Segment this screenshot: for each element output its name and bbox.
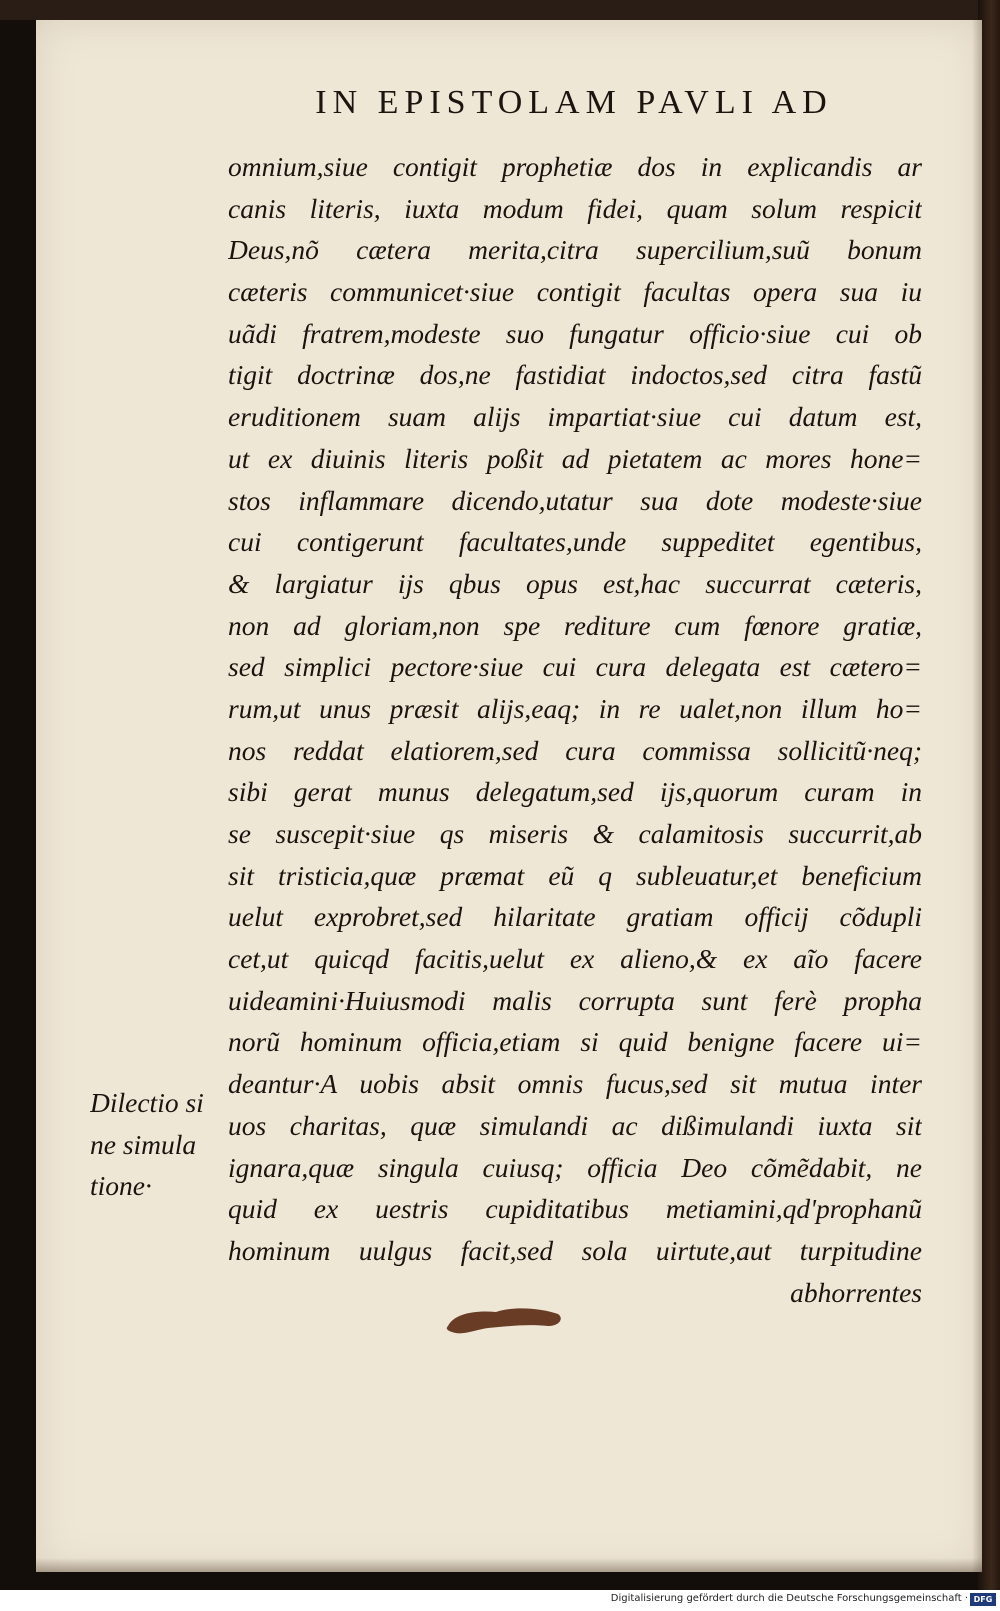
text-line: deantur·A uobis absit omnis fucus,sed sit mutua inter xyxy=(228,1068,922,1100)
text-line: ignara,quæ singula cuiusq; officia Deo cõmẽdabit, ne xyxy=(228,1151,922,1183)
text-line: & largiatur ijs qbus opus est,hac succurrat cæteris, xyxy=(228,567,922,599)
ink-stain xyxy=(444,1302,564,1336)
text-line: canis literis, iuxta modum fidei, quam solum respicit xyxy=(228,192,922,224)
text-line: uideamini·Huiusmodi malis corrupta sunt ferè propha xyxy=(228,984,922,1016)
margin-note-line: ne simula xyxy=(90,1128,197,1160)
running-head: IN EPISTOLAM PAVLI AD xyxy=(315,84,833,121)
book-page xyxy=(36,20,982,1572)
text-line: nos reddat elatiorem,sed cura commissa sollicitũ·neq; xyxy=(228,734,922,766)
text-line: sed simplici pectore·siue cui cura delegata est cætero= xyxy=(228,651,922,683)
text-line: cæteris communicet·siue contigit facultas opera sua iu xyxy=(228,276,922,308)
book-board-top xyxy=(0,0,1000,20)
catchword: abhorrentes xyxy=(790,1276,922,1308)
text-line: norũ hominum officia,etiam si quid benigne facere ui= xyxy=(228,1026,922,1058)
text-line: sibi gerat munus delegatum,sed ijs,quorum curam in xyxy=(228,776,922,808)
text-line: sit tristicia,quæ præmat eũ q subleuatur,et beneficium xyxy=(228,859,922,891)
dfg-logo: DFG xyxy=(970,1593,996,1606)
page-edge-shadow-bottom xyxy=(36,1558,982,1572)
text-line: non ad gloriam,non spe rediture cum fœnore gratiæ, xyxy=(228,609,922,641)
text-line: rum,ut unus præsit alijs,eaq; in re ualet,non illum ho= xyxy=(228,692,922,724)
text-line: cui contigerunt facultates,unde suppeditet egentibus, xyxy=(228,526,922,558)
text-line: uãdi fratrem,modeste suo fungatur officio·siue cui ob xyxy=(228,317,922,349)
page-edge-shadow-right xyxy=(972,20,982,1572)
footer-bar xyxy=(0,1590,1000,1611)
footer-credit-text: Digitalisierung gefördert durch die Deutsche Forschungsgemeinschaft · xyxy=(610,1593,968,1604)
text-line: ut ex diuinis literis poßit ad pietatem ac mores hone= xyxy=(228,442,922,474)
text-line: tigit doctrinæ dos,ne fastidiat indoctos,sed citra fastũ xyxy=(228,359,922,391)
text-line: hominum uulgus facit,sed sola uirtute,aut turpitudine xyxy=(228,1234,922,1266)
text-line: eruditionem suam alijs impartiat·siue cui datum est, xyxy=(228,401,922,433)
text-line: uelut exprobret,sed hilaritate gratiam officij cõdupli xyxy=(228,901,922,933)
text-line: quid ex uestris cupiditatibus metiamini,qd'prophanũ xyxy=(228,1193,922,1225)
text-line: Deus,nõ cætera merita,citra supercilium,suũ bonum xyxy=(228,234,922,266)
margin-note-line: tione· xyxy=(90,1170,152,1202)
text-line: uos charitas, quæ simulandi ac dißimulandi iuxta sit xyxy=(228,1109,922,1141)
text-line: se suscepit·siue qs miseris & calamitosis succurrit,ab xyxy=(228,818,922,849)
text-line: omnium,siue contigit prophetiæ dos in explicandis ar xyxy=(228,151,922,182)
main-text-block xyxy=(228,146,922,1313)
text-line: cet,ut quicqd facitis,uelut ex alieno,& ex aĩo facere xyxy=(228,943,922,975)
margin-note-line: Dilectio si xyxy=(90,1087,204,1118)
text-line: stos inflammare dicendo,utatur sua dote modeste·siue xyxy=(228,484,922,516)
marginal-note xyxy=(90,1082,220,1207)
